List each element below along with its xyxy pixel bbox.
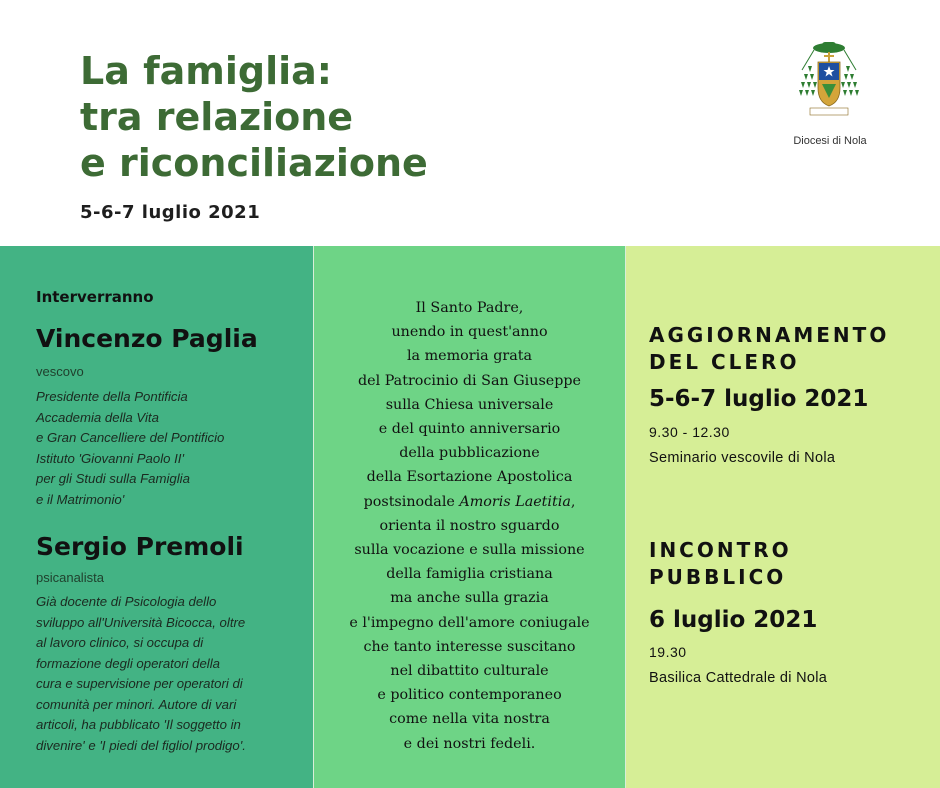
event-title-line: DEL CLERO: [649, 350, 800, 374]
header: [0, 0, 940, 246]
quote-line: Il Santo Padre,: [415, 300, 524, 316]
quote-line: ma anche sulla grazia: [390, 590, 549, 607]
quote-line: che tanto interesse suscitano: [363, 638, 576, 655]
event-date: 6 luglio 2021: [649, 607, 818, 633]
quote-line: la memoria grata: [406, 348, 533, 365]
quote-line: [314, 490, 625, 514]
event-title: [649, 322, 889, 376]
speakers-heading: Interverranno: [36, 288, 154, 306]
bio-line: per gli Studi sulla Famiglia: [36, 471, 190, 486]
event-time: 9.30 - 12.30: [649, 424, 730, 440]
quote-line: orienta il nostro sguardo: [379, 517, 560, 534]
title-line-2: tra relazione: [80, 95, 354, 139]
quote-line: sulla vocazione e sulla missione: [354, 542, 585, 559]
bio-line: Istituto 'Giovanni Paolo II': [36, 450, 184, 466]
event-time: 19.30: [649, 644, 687, 660]
quote-line: e dei nostri fedeli.: [403, 735, 536, 752]
bio-line: formazione degli operatori della: [36, 655, 221, 671]
bio-line: Già docente di Psicologia dello: [36, 594, 217, 609]
amoris-laetitia-title: Amoris Laetitia: [459, 493, 571, 510]
coat-of-arms-icon: [796, 40, 862, 122]
speaker-role: vescovo: [36, 364, 84, 379]
event-place: Basilica Cattedrale di Nola: [649, 670, 828, 686]
quote-line: del Patrocinio di San Giuseppe: [357, 372, 582, 389]
title-line-1: La famiglia:: [80, 49, 332, 93]
bio-line: sviluppo all'Università Bicocca, oltre: [36, 614, 246, 630]
bio-line: divenire' e 'I piedi del figliol prodigo'.: [36, 737, 246, 753]
event-title-line: AGGIORNAMENTO: [649, 323, 890, 347]
event-dates: 5-6-7 luglio 2021: [80, 202, 261, 223]
bio-line: Accademia della Vita: [36, 409, 159, 425]
bio-line: comunità per minori. Autore di vari: [36, 696, 237, 712]
speaker-bio: [36, 387, 286, 510]
bio-line: articoli, ha pubblicato 'Il soggetto in: [36, 717, 241, 732]
quote-line: unendo in quest'anno: [391, 324, 548, 341]
quote-prefix: postsinodale: [363, 493, 460, 510]
event-title-line: PUBBLICO: [649, 565, 787, 589]
event-date: 5-6-7 luglio 2021: [649, 386, 869, 412]
quote-suffix: ,: [570, 493, 576, 510]
events-panel: [626, 246, 940, 788]
quote-line: della Esortazione Apostolica: [366, 469, 573, 486]
event-title-line: INCONTRO: [649, 538, 792, 562]
diocese-label: Diocesi di Nola: [793, 135, 867, 147]
page-title: [80, 48, 428, 186]
speaker-name: Vincenzo Paglia: [36, 324, 258, 353]
quote-line: nel dibattito culturale: [390, 663, 549, 680]
quote-line: e del quinto anniversario: [378, 421, 561, 438]
quote-line: come nella vita nostra: [389, 711, 550, 728]
event-title: [649, 537, 792, 591]
quote-line: della famiglia cristiana: [386, 566, 553, 583]
title-line-3: e riconciliazione: [80, 141, 428, 185]
quote-line: sulla Chiesa universale: [385, 396, 554, 413]
speaker-role: psicanalista: [36, 570, 104, 585]
speakers-panel: [0, 246, 313, 788]
bio-line: e il Matrimonio': [36, 491, 125, 507]
bio-line: e Gran Cancelliere del Pontificio: [36, 430, 225, 445]
event-place: Seminario vescovile di Nola: [649, 450, 836, 466]
quote-panel: [313, 246, 626, 788]
bio-line: Presidente della Pontificia: [36, 389, 188, 404]
quote-line: e l'impegno dell'amore coniugale: [349, 614, 590, 631]
bio-line: cura e supervisione per operatori di: [36, 676, 243, 691]
quote-line: e politico contemporaneo: [377, 687, 562, 704]
bio-line: al lavoro clinico, si occupa di: [36, 635, 204, 650]
speaker-name: Sergio Premoli: [36, 532, 244, 561]
speaker-bio: [36, 592, 286, 756]
quote-line: della pubblicazione: [399, 445, 540, 462]
papal-quote: [314, 296, 625, 756]
